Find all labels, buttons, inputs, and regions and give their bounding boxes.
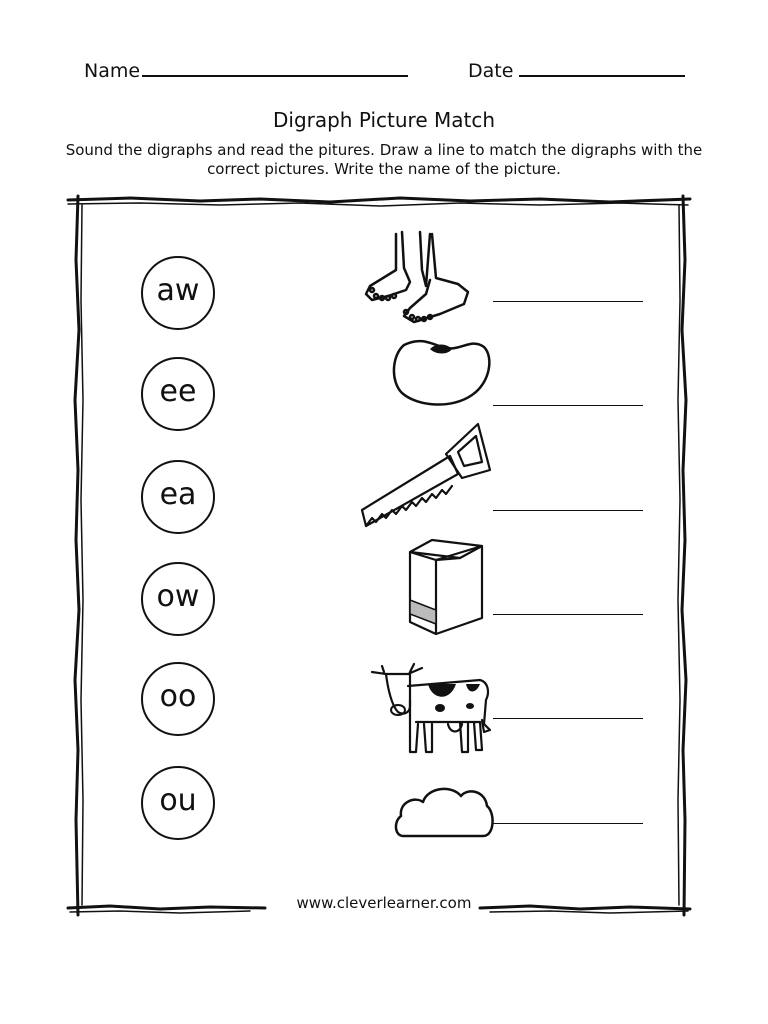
- name-field[interactable]: [84, 60, 408, 82]
- bean-icon[interactable]: [390, 333, 492, 408]
- digraph-circle-ou[interactable]: ou: [141, 766, 215, 840]
- cow-icon[interactable]: [370, 660, 498, 760]
- digraph-circle-ea[interactable]: ea: [141, 460, 215, 534]
- date-label: Date: [468, 60, 514, 82]
- answer-line-3[interactable]: [493, 510, 643, 511]
- digraph-circle-ee[interactable]: ee: [141, 357, 215, 431]
- answer-line-6[interactable]: [493, 823, 643, 824]
- name-line[interactable]: [142, 74, 408, 77]
- book-icon[interactable]: [402, 538, 484, 636]
- date-line[interactable]: [519, 74, 685, 77]
- footer: [0, 894, 768, 912]
- answer-line-2[interactable]: [493, 405, 643, 406]
- name-label: Name: [84, 60, 141, 82]
- website-link: www.cleverlearner.com: [291, 894, 478, 912]
- page-title: Digraph Picture Match: [272, 108, 496, 132]
- feet-icon[interactable]: [360, 230, 475, 326]
- answer-line-1[interactable]: [493, 301, 643, 302]
- digraph-circle-oo[interactable]: oo: [141, 662, 215, 736]
- digraph-circle-ow[interactable]: ow: [141, 562, 215, 636]
- answer-line-4[interactable]: [493, 614, 643, 615]
- answer-line-5[interactable]: [493, 718, 643, 719]
- saw-icon[interactable]: [358, 420, 493, 532]
- digraph-circle-aw[interactable]: aw: [141, 256, 215, 330]
- instructions: Sound the digraphs and read the pitures. Draw a line to match the digraphs with the correct pictures. Write the name of the picture.: [65, 141, 703, 178]
- cloud-icon[interactable]: [393, 782, 495, 840]
- date-field[interactable]: [468, 60, 685, 82]
